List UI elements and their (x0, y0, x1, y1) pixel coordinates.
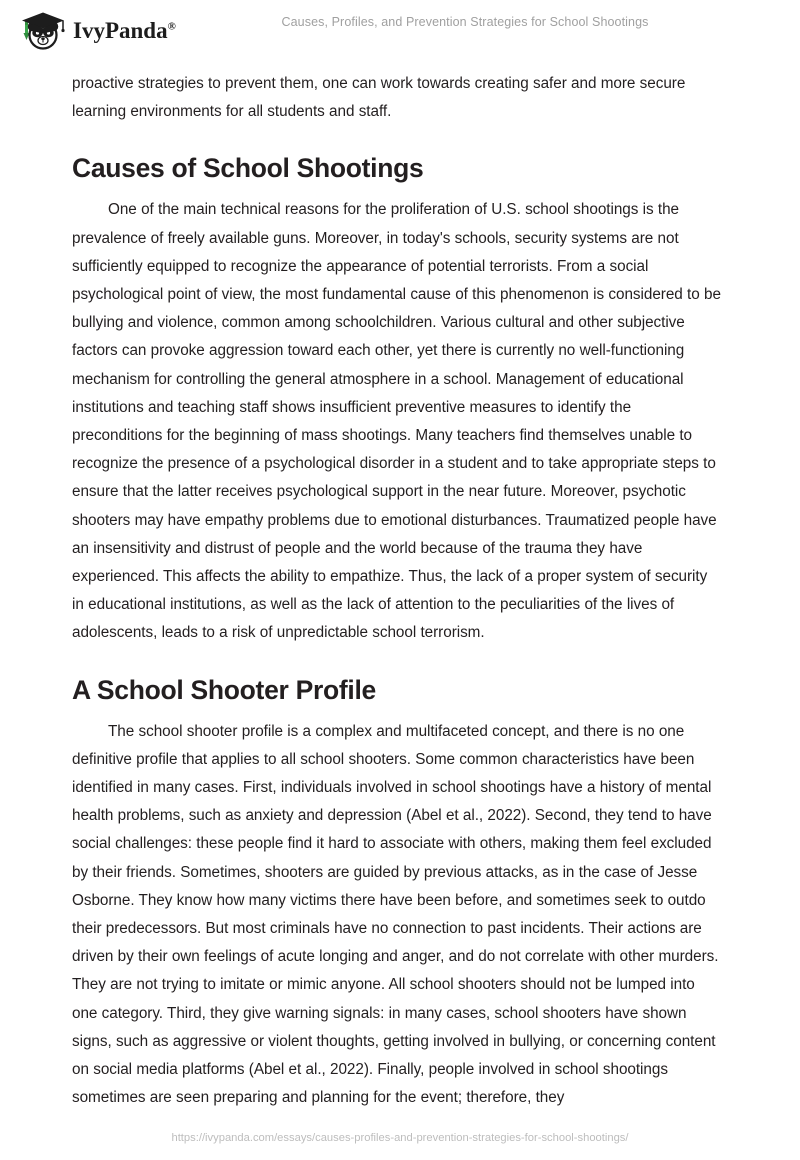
document-title-header: Causes, Profiles, and Prevention Strategies for School Shootings (281, 15, 649, 29)
page-header (0, 0, 800, 62)
brand-name-text: IvyPanda (73, 18, 168, 43)
page-footer (0, 1128, 800, 1146)
registered-trademark-mark: ® (167, 20, 176, 33)
section-paragraph-causes: One of the main technical reasons for the proliferation of U.S. school shootings is the prevalence of freely available guns. Moreover, in today's schools, security systems are not sufficiently equipped to recognize the appearance of potential terrorists. From a social psychological point of view, the most fundamental cause of this phenomenon is considered to be bullying and violence, common among schoolchildren. Various cultural and other subjective factors can provoke aggression toward each other, yet there is currently no well-functioning mechanism for controlling the general atmosphere in a school. Management of educational institutions and teaching staff shows insufficient preventive measures to identify the preconditions for the beginning of mass shootings. Many teachers find themselves unable to recognize the presence of a psychological disorder in a student and to take appropriate steps to ensure that the latter receives psychological support in the near future. Moreover, psychotic shooters may have empathy problems due to emotional disturbances. Traumatized people have an insensitivity and distrust of people and the world because of the trauma they have experienced. This affects the ability to empathize. Thus, the lack of a proper system of security in educational institutions, as well as the lack of attention to the peculiarities of the lives of adolescents, leads to a risk of unpredictable school terrorism. (72, 201, 721, 642)
section-heading-causes: Causes of School Shootings (72, 153, 424, 184)
section-paragraph-profile: The school shooter profile is a complex and multifaceted concept, and there is no one definitive profile that applies to all school shooters. Some common characteristics have been identified in many cases. First, individuals involved in school shootings have a history of mental health problems, such as anxiety and depression (Abel et al., 2022). Second, they tend to have social challenges: these people find it hard to associate with others, making them feel excluded by their friends. Sometimes, shooters are guided by previous attacks, as in the case of Jesse Osborne. They know how many victims there have been before, and sometimes seek to outdo their predecessors. But most criminals have no connection to past incidents. Their actions are driven by their own feelings of acute longing and anger, and do not correlate with other murders. They are not trying to imitate or mimic anyone. All school shooters should not be lumped into one category. Third, they give warning signals: in many cases, school shooters have shown signs, such as aggressive or violent thoughts, getting involved in bullying, or concerning content on social media platforms (Abel et al., 2022). Finally, people involved in school shootings sometimes are seen preparing and planning for the event; therefore, they (72, 722, 719, 1107)
section-heading-profile: A School Shooter Profile (72, 674, 376, 705)
lead-paragraph: proactive strategies to prevent them, one can work towards creating safer and more secure learning environments for all students and staff. (72, 75, 686, 121)
footer-source-url[interactable]: https://ivypanda.com/essays/causes-profiles-and-prevention-strategies-for-school-shootings/ (171, 1132, 629, 1144)
document-content (72, 70, 722, 1113)
